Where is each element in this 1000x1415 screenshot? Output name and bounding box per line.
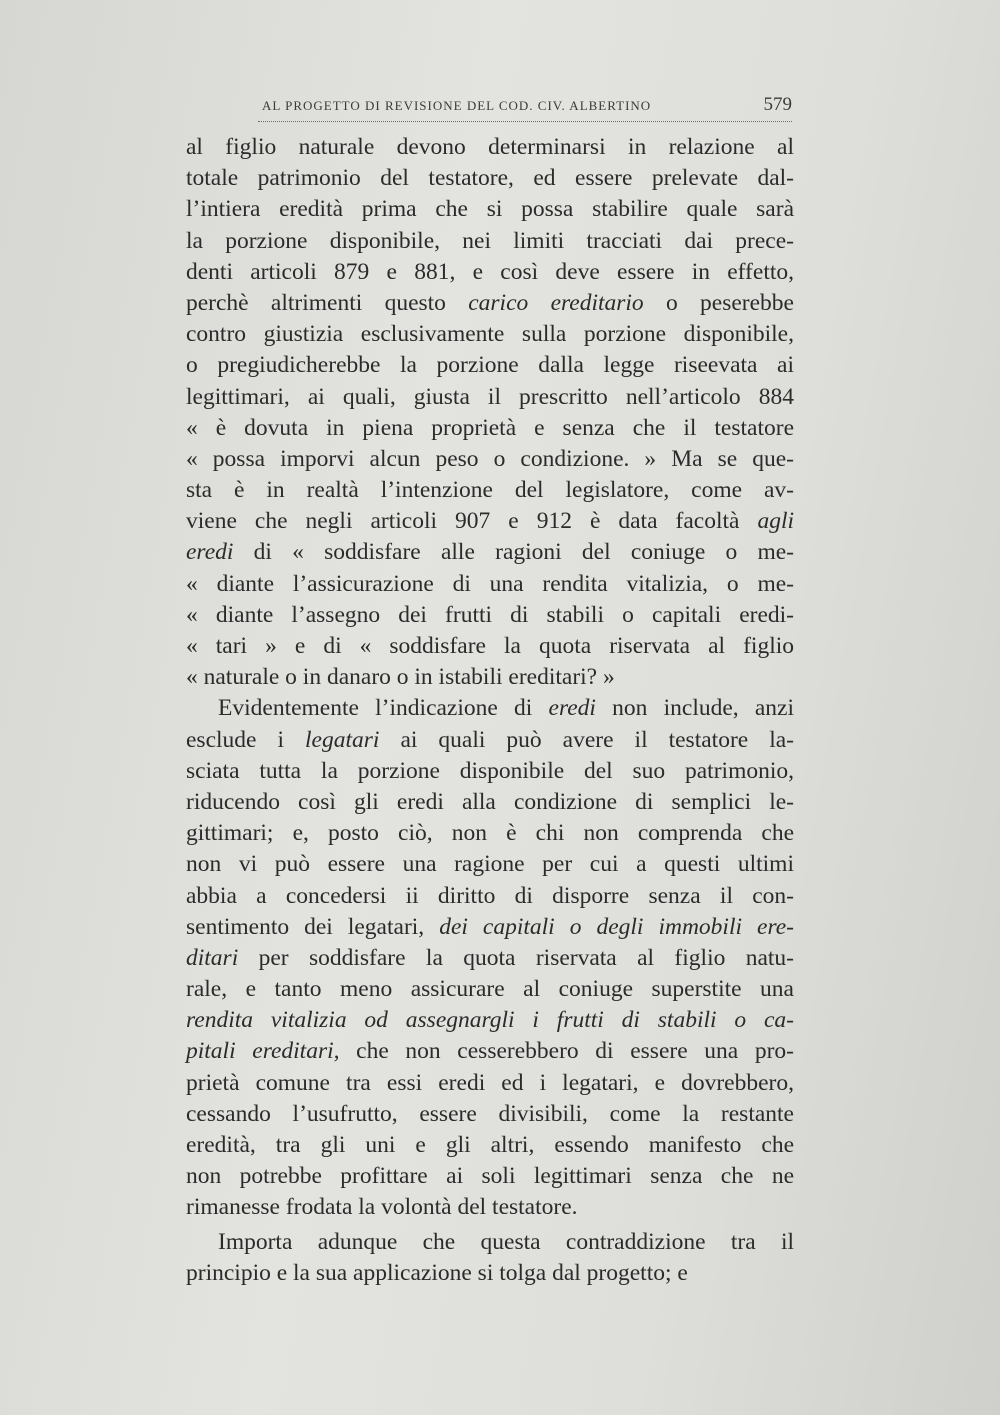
italic-text: eredi <box>186 539 234 566</box>
page-number: 579 <box>763 94 792 115</box>
text-line <box>186 1068 794 1099</box>
text-run: rimanesse frodata la volontà del testatore. <box>186 1194 578 1221</box>
text-run: eredità, tra gli uni e gli altri, essendo manifesto che <box>186 1132 794 1158</box>
text-run: rale, e tanto meno assicurare al coniuge superstite una <box>186 976 794 1003</box>
text-line <box>186 912 794 943</box>
text-run: l’intiera eredità prima che si possa stabilire quale sarà <box>186 196 794 223</box>
text-line <box>186 943 794 974</box>
text-run: denti articoli 879 e 881, e così deve essere in effetto, <box>186 258 794 285</box>
text-run: viene che negli articoli 907 e 912 è data facoltà <box>186 508 758 535</box>
text-line <box>186 725 794 756</box>
text-line <box>186 1099 794 1130</box>
text-line <box>186 1258 794 1289</box>
text-run: perchè altrimenti questo <box>186 289 469 316</box>
text-run: totale patrimonio del testatore, ed essere prelevate dal- <box>186 165 794 192</box>
text-line <box>186 257 794 288</box>
italic-text: agli <box>757 508 794 535</box>
running-title: AL PROGETTO DI REVISIONE DEL COD. CIV. ALBERTINO <box>262 98 652 113</box>
italic-text: eredi <box>548 695 596 722</box>
text-line <box>186 1036 794 1067</box>
italic-text: carico ereditario <box>468 289 644 316</box>
text-line <box>186 413 794 444</box>
text-line <box>186 132 794 163</box>
text-run: « diante l’assegno dei frutti di stabili o capitali eredi- <box>186 601 794 628</box>
text-line <box>186 818 794 849</box>
text-run: « naturale o in danaro o in istabili ereditari? » <box>186 664 615 691</box>
text-run: non vi può essere una ragione per cui a questi ultimi <box>186 851 794 878</box>
text-run: legittimari, ai quali, giusta il prescritto nell’articolo 884 <box>186 383 794 410</box>
text-run: esclude i <box>186 726 306 753</box>
text-line <box>186 475 794 506</box>
text-run: cessando l’usufrutto, essere divisibili, come la restante <box>186 1100 794 1127</box>
text-run: Importa adunque che questa contraddizione tra il <box>218 1228 794 1255</box>
body-text <box>186 132 794 1289</box>
text-line <box>186 506 794 537</box>
text-line <box>186 693 794 724</box>
text-run: « diante l’assicurazione di una rendita vitalizia, o me- <box>186 570 794 597</box>
text-line <box>186 226 794 257</box>
text-run: di « soddisfare alle ragioni del coniuge o me- <box>233 539 794 566</box>
text-run: sentimento dei legatari, <box>186 913 440 940</box>
text-line <box>186 537 794 568</box>
text-line <box>186 849 794 880</box>
text-run: la porzione disponibile, nei limiti tracciati dai prece- <box>186 227 794 254</box>
italic-text: rendita vitalizia od assegnargli i frutti di stabili o ca- <box>186 1007 794 1034</box>
text-run: contro giustizia esclusivamente sulla porzione disponibile, <box>186 321 794 348</box>
text-line <box>186 163 794 194</box>
italic-text: dei capitali o degli immobili ere- <box>439 913 794 940</box>
text-line <box>186 1192 794 1223</box>
text-run: Evidentemente l’indicazione di <box>218 695 549 722</box>
text-line <box>186 350 794 381</box>
text-line <box>186 662 794 693</box>
text-line <box>186 319 794 350</box>
text-line <box>186 1130 794 1161</box>
text-run: o peserebbe <box>643 289 794 316</box>
text-run: non include, anzi <box>595 695 794 722</box>
text-run: non potrebbe profittare ai soli legittimari senza che ne <box>186 1163 794 1190</box>
running-header <box>262 94 792 120</box>
text-run: prietà comune tra essi eredi ed i legatari, e dovrebbero, <box>186 1069 794 1096</box>
text-line <box>186 1005 794 1036</box>
text-run: riducendo così gli eredi alla condizione di semplici le- <box>186 788 794 815</box>
text-line <box>186 756 794 787</box>
text-line <box>186 974 794 1005</box>
text-run: che non cesserebbero di essere una pro- <box>339 1038 795 1065</box>
text-run: abbia a concedersi ii diritto di disporre senza il con- <box>186 882 794 909</box>
text-run: sciata tutta la porzione disponibile del suo patrimonio, <box>186 757 794 784</box>
text-run: sta è in realtà l’intenzione del legislatore, come av- <box>186 477 794 504</box>
text-line <box>186 1227 794 1258</box>
italic-text: legatari <box>305 726 380 753</box>
text-line <box>186 194 794 225</box>
text-line <box>186 288 794 319</box>
text-run: al figlio naturale devono determinarsi in relazione al <box>186 134 794 160</box>
text-line <box>186 631 794 662</box>
text-run: « possa imporvi alcun peso o condizione. » Ma se que- <box>186 445 794 472</box>
text-run: o pregiudicherebbe la porzione dalla legge riseevata ai <box>186 352 794 379</box>
italic-text: ditari <box>186 944 239 971</box>
text-run: « tari » e di « soddisfare la quota riservata al figlio <box>186 633 794 659</box>
text-line <box>186 600 794 631</box>
text-line <box>186 569 794 600</box>
text-run: ai quali può avere il testatore la- <box>379 726 794 753</box>
text-run: per soddisfare la quota riservata al figlio natu- <box>238 944 794 971</box>
text-run: gittimari; e, posto ciò, non è chi non comprenda che <box>186 820 794 847</box>
text-line <box>186 787 794 818</box>
text-line <box>186 1161 794 1192</box>
text-run: « è dovuta in piena proprietà e senza che il testatore <box>186 414 794 441</box>
text-line <box>186 881 794 912</box>
text-line <box>186 444 794 475</box>
text-line <box>186 382 794 413</box>
text-run: principio e la sua applicazione si tolga dal progetto; e <box>186 1259 688 1286</box>
italic-text: pitali ereditari, <box>186 1038 340 1065</box>
header-rule <box>258 121 792 122</box>
